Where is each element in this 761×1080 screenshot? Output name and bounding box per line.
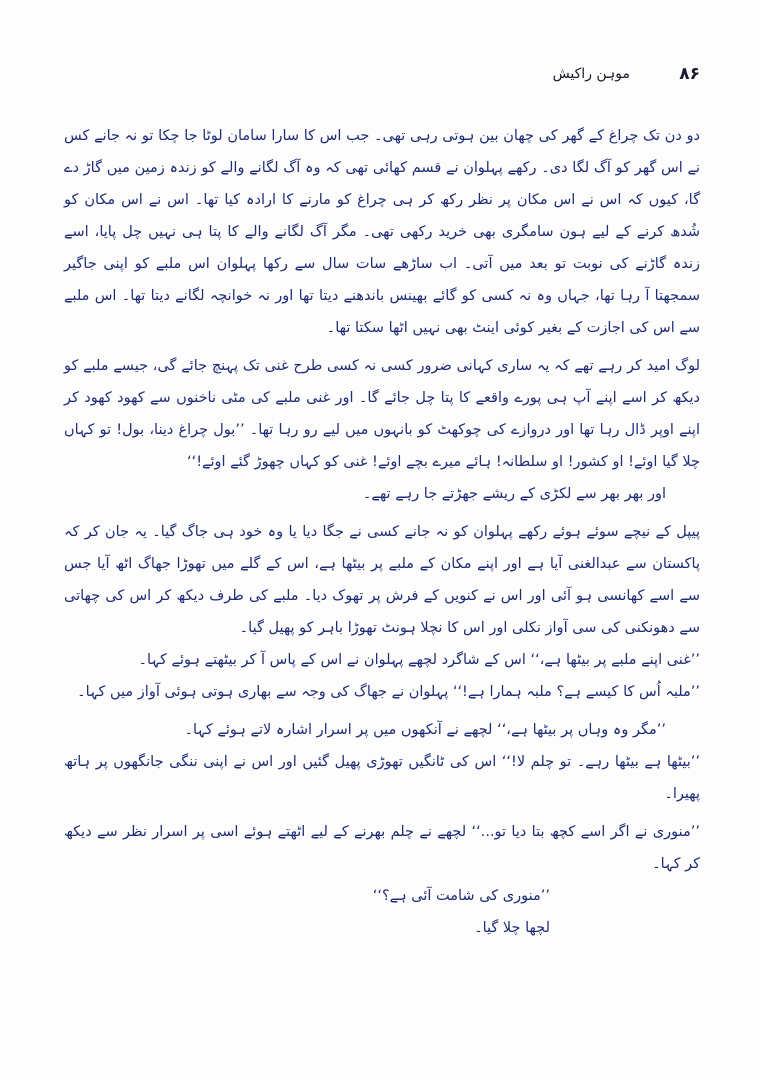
paragraph: ’’ملبہ اُس کا کیسے ہے؟ ملبہ ہمارا ہے!‘‘ پہلوان نے جھاگ کی وجہ سے بھاری ہوتی ہوئی آواز میں کہا۔ <box>77 684 700 700</box>
page-header <box>520 64 700 92</box>
paragraph: لوگ امید کر رہے تھے کہ یہ ساری کہانی ضرور کسی نہ کسی طرح غنی تک پہنچ جائے گی، جیسے ملبے کو دیکھ کر اسے اپنے آپ ہی پورے واقعے کا پتا چل جائے گا۔ اور غنی ملبے کی مٹی ناخنوں سے کھود کھود کر اپنے اوپر ڈال رہا تھا اور دروازے کی چوکھٹ کو بانہوں میں لیے رو رہا تھا۔ ’’بول چراغ دینا، بول! تو کہاں چلا گیا اوئے! او کشور! او سلطانہ! ہائے میرے بچے اوئے! غنی کو کہاں چھوڑ گئے اوئے!‘‘ <box>64 358 700 470</box>
body-text <box>64 120 700 944</box>
paragraph: ’’غنی اپنے ملبے پر بیٹھا ہے،‘‘ اس کے شاگرد لچھے پہلوان نے اس کے پاس آ کر بیٹھتے ہوئے کہا۔ <box>138 652 700 668</box>
running-head: موہن راکیش <box>552 66 630 82</box>
paragraph: ’’مگر وہ وہاں پر بیٹھا ہے،‘‘ لچھے نے آنکھوں میں پر اسرار اشارہ لاتے ہوئے کہا۔ <box>184 722 666 738</box>
paragraph: لچھا چلا گیا۔ <box>474 920 550 936</box>
paragraph: پیپل کے نیچے سوئے ہوئے رکھے پہلوان کو نہ جانے کسی نے جگا دیا یا وہ خود ہی جاگ گیا۔ یہ جان کر کہ پاکستان سے عبدالغنی آیا ہے اور اپنے مکان کے ملبے پر بیٹھا ہے، اس کے گلے میں تھوڑا جھاگ اٹھ آیا جس سے اسے کھانسی ہو آئی اور اس نے کنویں کے فرش پر تھوک دیا۔ ملبے کی طرف دیکھ کر اس کی چھاتی سے دھونکنی کی سی آواز نکلی اور اس کا نچلا ہونٹ تھوڑا باہر کو پھیل گیا۔ <box>64 524 700 636</box>
paragraph: دو دن تک چراغ کے گھر کی چھان بین ہوتی رہی تھی۔ جب اس کا سارا سامان لوٹا جا چکا تو نہ جانے کس نے اس گھر کو آگ لگا دی۔ رکھے پہلوان نے قسم کھائی تھی کہ وہ آگ لگانے والے کو زندہ زمین میں گاڑ دے گا، کیوں کہ اس نے اس مکان پر نظر رکھ کر ہی چراغ کو مارنے کا ارادہ کیا تھا۔ اس نے اس مکان کو شُدھ کرنے کے لیے ہون سامگری بھی خرید رکھی تھی۔ مگر آگ لگانے والے کا پتا ہی نہیں چل پایا، اسے زندہ گاڑنے کی نوبت تو بعد میں آتی۔ اب ساڑھے سات سال سے رکھا پہلوان اس ملبے کو اپنی جاگیر سمجھتا آ رہا تھا، جہاں وہ نہ کسی کو گائے بھینس باندھنے دیتا تھا اور نہ خوانچہ لگانے دیتا تھا۔ اس ملبے سے اس کی اجازت کے بغیر کوئی اینٹ بھی نہیں اٹھا سکتا تھا۔ <box>64 128 700 336</box>
paragraph: ’’بیٹھا ہے بیٹھا رہے۔ تو چلم لا!‘‘ اس کی ٹانگیں تھوڑی پھیل گئیں اور اس نے اپنی ننگی جانگھوں پر ہاتھ پھیرا۔ <box>64 754 700 802</box>
paragraph: ’’منوری نے اگر اسے کچھ بتا دیا تو...‘‘ لچھے نے چلم بھرنے کے لیے اٹھتے ہوئے اسی پر اسرار نظر سے دیکھ کر کہا۔ <box>64 824 700 872</box>
page-number: ۸۶ <box>679 64 700 84</box>
paragraph: اور بھر بھر سے لکڑی کے ریشے جھڑتے جا رہے تھے۔ <box>362 486 666 502</box>
paragraph: ’’منوری کی شامت آئی ہے؟‘‘ <box>372 888 550 904</box>
